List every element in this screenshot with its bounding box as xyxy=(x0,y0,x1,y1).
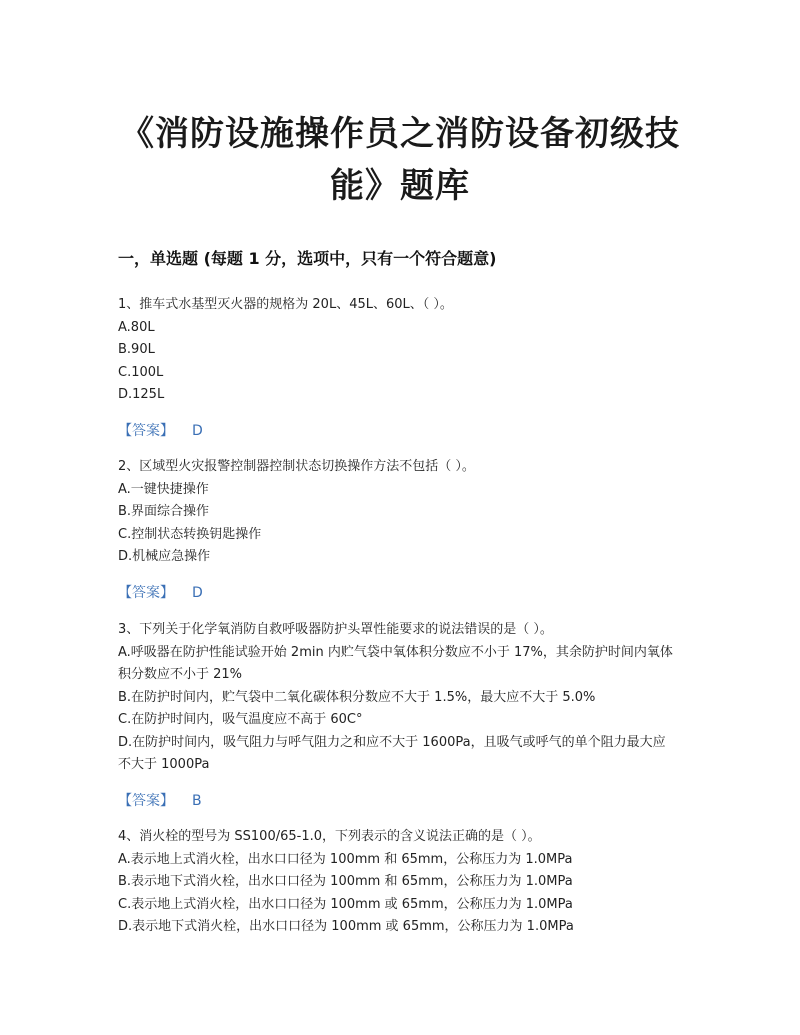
question-4 xyxy=(118,826,678,939)
option-d: D.在防护时间内，吸气阻力与呼气阻力之和应不大于 1600Pa，且吸气或呼气的单个阻力最大应不大于 1000Pa xyxy=(118,734,666,772)
option-b: B.表示地下式消火栓，出水口口径为 100mm 和 65mm，公称压力为 1.0MPa xyxy=(118,874,573,889)
option-a: A.一键快捷操作 xyxy=(118,481,209,497)
question-stem: 4、消火栓的型号为 SS100/65-1.0，下列表示的含义说法正确的是（ ）。 xyxy=(118,829,541,844)
option-b: B.界面综合操作 xyxy=(118,504,210,519)
option-c: C.在防护时间内，吸气温度应不高于 60C° xyxy=(118,712,363,727)
question-stem: 1、推车式水基型灭火器的规格为 20L、45L、60L、（ ）。 xyxy=(118,297,453,312)
answer-label: 【答案】 xyxy=(118,792,174,809)
answer-row xyxy=(118,791,678,811)
option-c: C.表示地上式消火栓，出水口口径为 100mm 或 65mm，公称压力为 1.0MPa xyxy=(118,896,573,912)
option-a: A.呼吸器在防护性能试验开始 2min 内贮气袋中氧体积分数应不小于 17%，其余防护时间内氧体积分数应不小于 21% xyxy=(118,644,673,682)
question-1 xyxy=(118,294,678,441)
answer-row xyxy=(118,421,678,441)
option-a: A.表示地上式消火栓，出水口口径为 100mm 和 65mm，公称压力为 1.0MPa xyxy=(118,851,573,867)
question-3 xyxy=(118,619,678,811)
option-d: D.125L xyxy=(118,387,165,402)
answer-row xyxy=(118,583,678,603)
document-title-line-2: 能》题库 xyxy=(330,166,470,206)
question-2 xyxy=(118,456,678,603)
answer-label: 【答案】 xyxy=(118,584,174,601)
answer-value: D xyxy=(192,422,203,439)
option-a: A.80L xyxy=(118,319,155,335)
option-b: B.90L xyxy=(118,342,155,357)
option-d: D.机械应急操作 xyxy=(118,549,211,564)
option-c: C.控制状态转换钥匙操作 xyxy=(118,526,262,542)
option-d: D.表示地下式消火栓，出水口口径为 100mm 或 65mm，公称压力为 1.0MPa xyxy=(118,919,574,934)
question-stem: 2、区域型火灾报警控制器控制状态切换操作方法不包括（ ）。 xyxy=(118,459,475,474)
option-c: C.100L xyxy=(118,364,164,380)
section-heading: 一，单选题 (每题 1 分，选项中，只有一个符合题意) xyxy=(118,249,497,268)
answer-value: B xyxy=(192,792,202,809)
option-b: B.在防护时间内，贮气袋中二氧化碳体积分数应不大于 1.5%，最大应不大于 5.0% xyxy=(118,689,596,705)
document-title-line-1: 《消防设施操作员之消防设备初级技 xyxy=(120,114,680,154)
document-title xyxy=(120,108,680,212)
answer-label: 【答案】 xyxy=(118,422,174,439)
question-stem: 3、下列关于化学氧消防自救呼吸器防护头罩性能要求的说法错误的是（ ）。 xyxy=(118,622,553,637)
answer-value: D xyxy=(192,584,203,601)
